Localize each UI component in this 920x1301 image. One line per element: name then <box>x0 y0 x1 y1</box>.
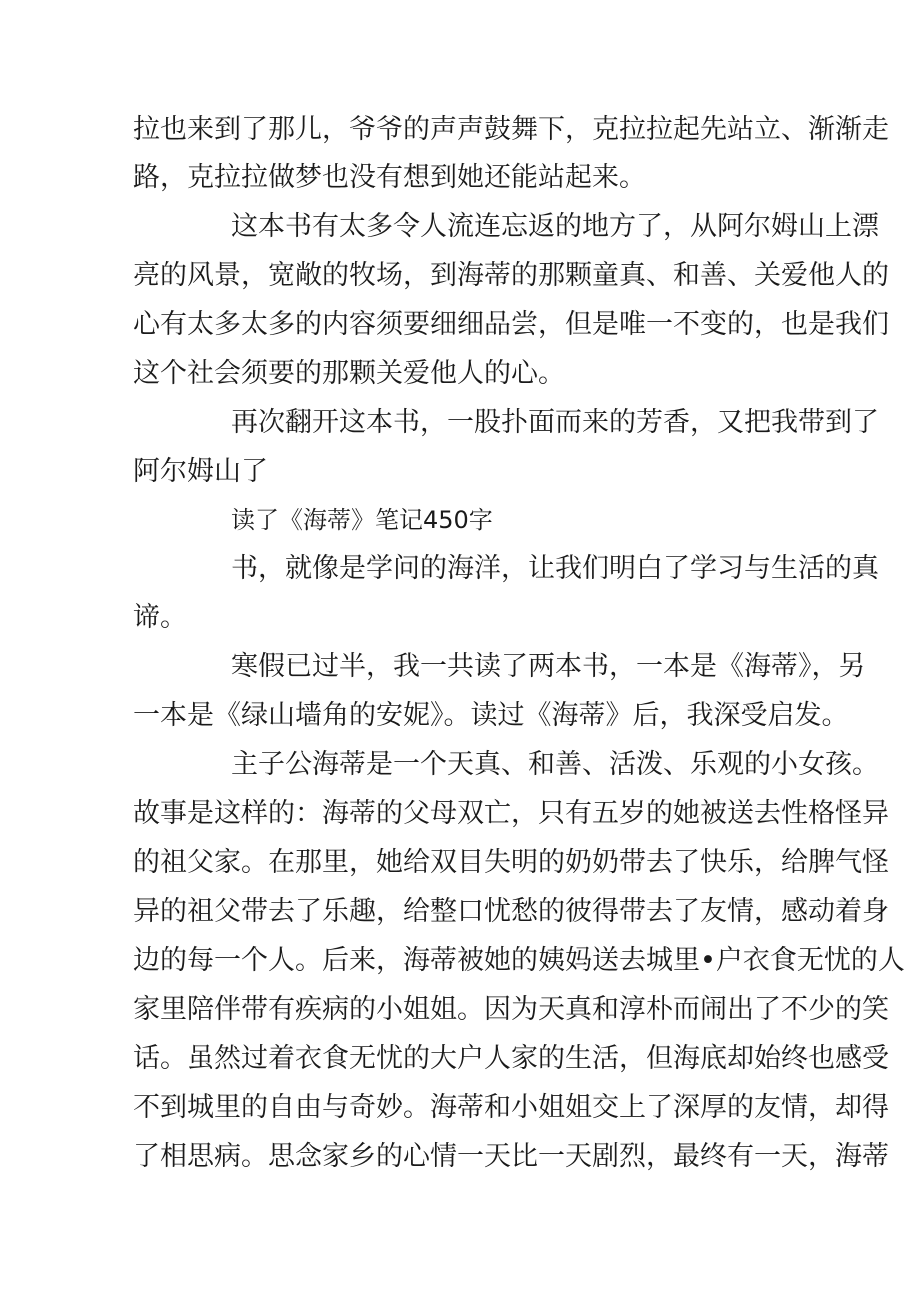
text-line: 的祖父家。在那里，她给双目失明的奶奶带去了快乐，给脾气怪 <box>133 847 889 878</box>
paragraph-first-line: 寒假已过半，我一共读了两本书，一本是《海蒂》，另 <box>231 651 866 682</box>
text-line: 心有太多太多的内容须要细细品尝，但是唯一不变的，也是我们 <box>133 309 889 340</box>
text-line: 一本是《绿山墙角的安妮》。读过《海蒂》后，我深受启发。 <box>133 700 849 731</box>
paragraph-first-line: 书，就像是学问的海洋，让我们明白了学习与生活的真 <box>231 553 879 584</box>
text-line: 不到城里的自由与奇妙。海蒂和小姐姐交上了深厚的友情，却得 <box>133 1092 889 1123</box>
text-line: 谛。 <box>133 602 187 633</box>
section-heading: 读了《海蒂》笔记450字 <box>231 506 493 534</box>
text-line: 故事是这样的：海蒂的父母双亡，只有五岁的她被送去性格怪异 <box>133 798 889 829</box>
text-line: 边的每一个人。后来，海蒂被她的姨妈送去城里•户衣食无忧的人 <box>133 945 905 976</box>
text-line: 话。虽然过着衣食无忧的大户人家的生活，但海底却始终也感受 <box>133 1043 889 1074</box>
paragraph-first-line: 主子公海蒂是一个天真、和善、活泼、乐观的小女孩。 <box>231 749 879 780</box>
text-line: 阿尔姆山了 <box>133 456 268 487</box>
text-line: 了相思病。思念家乡的心情一天比一天剧烈，最终有一天，海蒂 <box>133 1141 889 1172</box>
paragraph-first-line: 再次翻开这本书，一股扑面而来的芳香，又把我带到了 <box>231 407 879 438</box>
text-line: 这个社会须要的那颗关爱他人的心。 <box>133 358 565 389</box>
text-line: 异的祖父带去了乐趣，给整口忧愁的彼得带去了友情，感动着身 <box>133 896 889 927</box>
text-line: 家里陪伴带有疾病的小姐姐。因为天真和淳朴而闹出了不少的笑 <box>133 994 889 1025</box>
text-line: 拉也来到了那儿，爷爷的声声鼓舞下，克拉拉起先站立、渐渐走 <box>133 114 889 145</box>
text-line: 亮的风景，宽敞的牧场，到海蒂的那颗童真、和善、关爱他人的 <box>133 260 889 291</box>
text-line: 路，克拉拉做梦也没有想到她还能站起来。 <box>133 162 646 193</box>
paragraph-first-line: 这本书有太多令人流连忘返的地方了，从阿尔姆山上漂 <box>231 211 879 242</box>
